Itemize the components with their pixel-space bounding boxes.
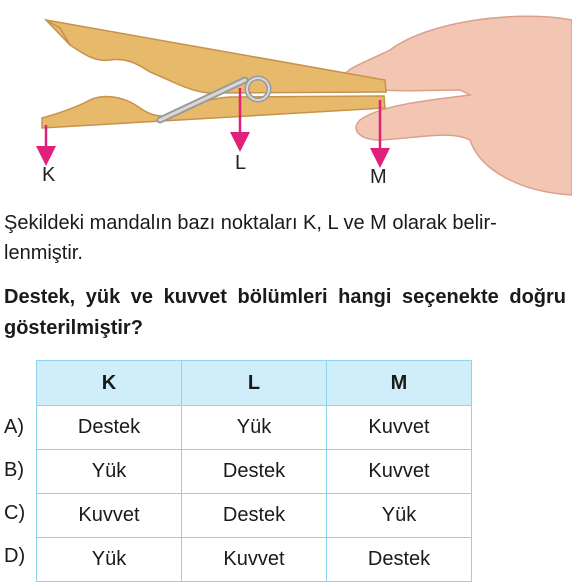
option-row-d[interactable]: [37, 538, 472, 582]
table-cell: Kuvvet: [327, 450, 472, 494]
table-cell: Kuvvet: [182, 538, 327, 582]
table-cell: Kuvvet: [37, 494, 182, 538]
header-m: M: [327, 361, 472, 406]
option-letter-d: D): [4, 545, 26, 567]
question-intro: Şekildeki mandalın bazı noktaları K, L ve M olarak belir-lenmiştir.: [4, 212, 497, 264]
table-header-row: [37, 361, 472, 406]
clothespin-lower-jaw: [42, 96, 385, 128]
table-cell: Destek: [182, 450, 327, 494]
option-row-c[interactable]: [37, 494, 472, 538]
option-letter-b: B): [4, 459, 24, 481]
clothespin-figure: [0, 0, 572, 200]
answer-table: [36, 360, 472, 582]
table-cell: Destek: [327, 538, 472, 582]
table-cell: Yük: [327, 494, 472, 538]
label-k: K: [42, 164, 56, 186]
label-l: L: [235, 152, 247, 174]
table-cell: Destek: [37, 406, 182, 450]
table-cell: Destek: [182, 494, 327, 538]
table-cell: Kuvvet: [327, 406, 472, 450]
option-letter-c: C): [4, 502, 26, 524]
header-l: L: [182, 361, 327, 406]
table-cell: Yük: [182, 406, 327, 450]
header-k: K: [37, 361, 182, 406]
label-m: M: [370, 166, 387, 188]
question-prompt: Destek, yük ve kuvvet bölümleri hangi seçenekte doğru gösterilmiştir?: [4, 286, 566, 339]
option-letter-a: A): [4, 416, 24, 438]
clothespin-upper-jaw: [46, 20, 386, 93]
option-row-a[interactable]: [37, 406, 472, 450]
table-cell: Yük: [37, 450, 182, 494]
table-cell: Yük: [37, 538, 182, 582]
option-row-b[interactable]: [37, 450, 472, 494]
